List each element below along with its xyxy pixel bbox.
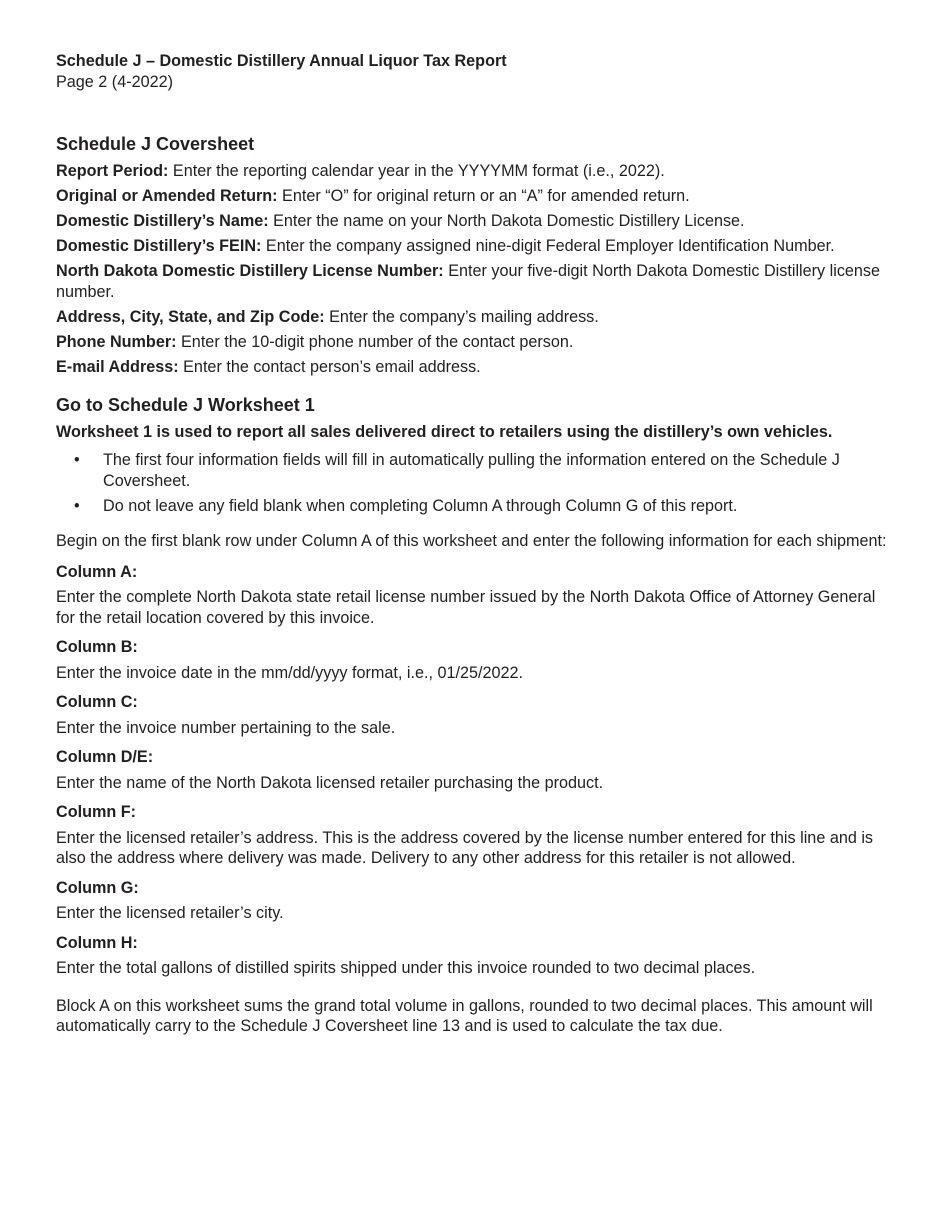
column-a-label: Column A:: [56, 562, 138, 581]
column-a-description: Enter the complete North Dakota state retail license number issued by the North Dakota Office of Attorney General for the retail location covered by this invoice.: [56, 588, 876, 627]
coversheet-item-license-number: [56, 261, 894, 302]
item-label: Report Period:: [56, 162, 169, 180]
list-item-text: The first four information fields will fill in automatically pulling the information entered on the Schedule J Coversheet.: [103, 451, 840, 490]
coversheet-item-email: [56, 357, 894, 378]
coversheet-item-distillery-name: [56, 211, 894, 232]
coversheet-item-fein: [56, 236, 894, 257]
coversheet-item-phone: [56, 332, 894, 353]
document-title: Schedule J – Domestic Distillery Annual Liquor Tax Report: [56, 52, 507, 70]
coversheet-item-address: [56, 307, 894, 328]
item-text: Enter the name on your North Dakota Domestic Distillery License.: [268, 212, 745, 231]
page-info: Page 2 (4-2022): [56, 72, 173, 91]
column-c-description: Enter the invoice number pertaining to the sale.: [56, 718, 396, 737]
instruction-list: [56, 450, 894, 516]
begin-instructions: Begin on the first blank row under Column A of this worksheet and enter the following information for each shipment:: [56, 532, 887, 551]
coversheet-item-report-period: [56, 161, 894, 182]
item-text: Enter the 10-digit phone number of the contact person.: [176, 333, 574, 352]
block-a-note: Block A on this worksheet sums the grand total volume in gallons, rounded to two decimal places. This amount will automatically carry to the Schedule J Coversheet line 13 and is used to calculate the tax due.: [56, 996, 873, 1036]
item-text: Enter your five-digit North Dakota Domestic Distillery license number.: [56, 262, 881, 301]
item-label: North Dakota Domestic Distillery License Number:: [56, 262, 444, 281]
column-de-label: Column D/E:: [56, 748, 154, 767]
worksheet-section: [56, 394, 894, 1037]
column-de-description: Enter the name of the North Dakota licensed retailer purchasing the product.: [56, 773, 604, 792]
item-text: Enter the contact person’s email address.: [178, 358, 481, 377]
column-h-description: Enter the total gallons of distilled spirits shipped under this invoice rounded to two decimal places.: [56, 959, 756, 978]
item-label: Domestic Distillery’s Name:: [56, 212, 269, 231]
item-text: Enter the company’s mailing address.: [324, 307, 599, 326]
column-g-label: Column G:: [56, 878, 139, 897]
item-label: Phone Number:: [56, 333, 177, 352]
coversheet-item-original-amended: [56, 186, 894, 207]
list-item-text: Do not leave any field blank when completing Column A through Column G of this report.: [103, 496, 738, 515]
list-item: [56, 496, 894, 517]
worksheet-heading: Go to Schedule J Worksheet 1: [56, 394, 315, 415]
column-f-description: Enter the licensed retailer’s address. This is the address covered by the license number entered for this line and is also the address where delivery was made. Delivery to any other address for this retailer is not allowed.: [56, 828, 874, 868]
item-text: Enter the reporting calendar year in the YYYYMM format (i.e., 2022).: [168, 162, 665, 180]
item-label: Original or Amended Return:: [56, 187, 278, 206]
coversheet-heading: Schedule J Coversheet: [56, 134, 255, 154]
column-c-label: Column C:: [56, 693, 138, 712]
column-b-description: Enter the invoice date in the mm/dd/yyyy format, i.e., 01/25/2022.: [56, 663, 523, 682]
item-label: Address, City, State, and Zip Code:: [56, 307, 325, 326]
bullet-icon: •: [74, 451, 80, 470]
item-label: Domestic Distillery’s FEIN:: [56, 237, 262, 256]
column-b-label: Column B:: [56, 638, 138, 657]
item-text: Enter the company assigned nine-digit Federal Employer Identification Number.: [261, 237, 835, 256]
column-h-label: Column H:: [56, 933, 138, 952]
column-g-description: Enter the licensed retailer’s city.: [56, 904, 284, 923]
list-item: [56, 450, 894, 491]
bullet-icon: •: [74, 496, 80, 515]
worksheet-intro: Worksheet 1 is used to report all sales delivered direct to retailers using the distillery’s own vehicles.: [56, 422, 833, 441]
item-text: Enter “O” for original return or an “A” for amended return.: [277, 187, 690, 206]
column-f-label: Column F:: [56, 803, 137, 822]
coversheet-section: [56, 133, 894, 378]
item-label: E-mail Address:: [56, 358, 179, 377]
page-header: [56, 51, 894, 92]
